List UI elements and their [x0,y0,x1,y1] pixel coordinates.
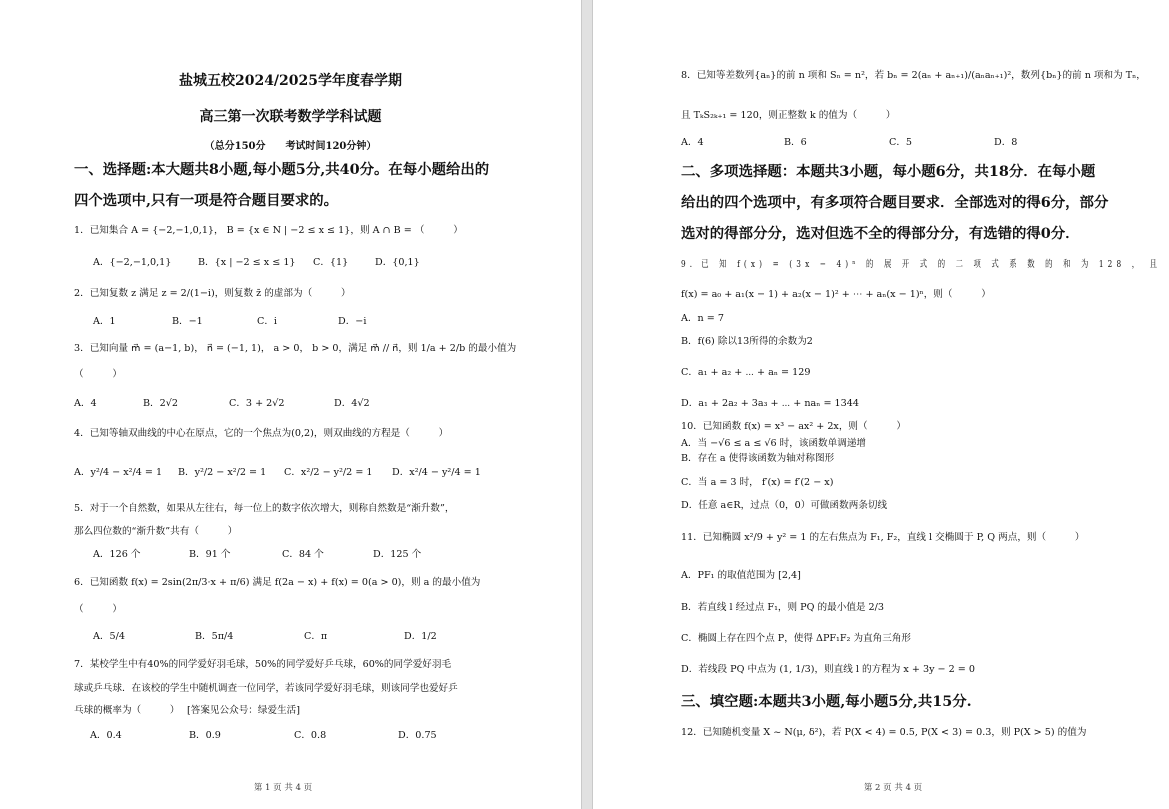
q3-option-b: B．2√2 [143,398,178,409]
section-2-heading-cont-1: 给出的四个选项中，有多项符合题目要求．全部选对的得6分，部分 [681,194,1109,211]
q7-option-c: C．0.8 [294,730,327,741]
question-6: 6．已知函数 f(x) = 2sin(2π/3·x + π/6) 满足 f(2a − x) + f(x) = 0(a > 0)，则 a 的最小值为 [74,577,481,588]
question-7-cont-1: 球或乒乓球．在该校的学生中随机调查一位同学，若该同学爱好羽毛球，则该同学也爱好乒 [74,683,458,694]
q10-option-d: D．任意 a∈R，过点（0，0）可做函数两条切线 [681,500,888,511]
section-1-heading: 一、选择题:本大题共8小题,每小题5分,共40分。在每小题给出的 [74,161,490,178]
q1-option-b: B．{x | −2 ≤ x ≤ 1} [198,257,296,268]
q9-option-a: A．n = 7 [681,313,724,324]
question-7: 7．某校学生中有40%的同学爱好羽毛球，50%的同学爱好乒乓球，60%的同学爱好羽毛 [74,659,452,670]
q7-option-b: B．0.9 [189,730,221,741]
page-2 [593,0,1169,809]
q7-option-a: A．0.4 [90,730,122,741]
answer-note: [答案见公众号：绿爱生活] [187,705,301,716]
q10-option-c: C．当 a = 3 时， f′(x) = f′(2 − x) [681,477,834,488]
question-1: 1．已知集合 A = {−2,−1,0,1}， B = {x ∈ N | −2 ≤ x ≤ 1}，则 A ∩ B = （ ） [74,225,463,236]
question-2: 2．已知复数 z 满足 z = 2/(1−i)，则复数 z̄ 的虚部为（ ） [74,288,351,299]
q11-option-c: C．椭圆上存在四个点 P，使得 ΔPF₁F₂ 为直角三角形 [681,633,912,644]
q1-option-a: A．{−2,−1,0,1} [93,257,172,268]
question-4: 4．已知等轴双曲线的中心在原点，它的一个焦点为(0,2)，则双曲线的方程是（ ） [74,428,449,439]
q4-option-b: B．y²/2 − x²/2 = 1 [178,467,267,478]
question-3-paren: （ ） [74,369,122,380]
question-11: 11．已知椭圆 x²/9 + y² = 1 的左右焦点为 F₁, F₂，直线 l 交椭圆于 P, Q 两点，则（ ） [681,532,1085,543]
section-3-heading: 三、填空题:本题共3小题,每小题5分,共15分. [681,693,972,710]
exam-meta: （总分150分 考试时间120分钟） [204,141,377,152]
page-gutter [581,0,593,809]
q5-option-b: B．91 个 [189,549,231,560]
q4-option-a: A．y²/4 − x²/4 = 1 [74,467,163,478]
q8-option-a: A．4 [681,137,704,148]
exam-subtitle: 高三第一次联考数学学科试题 [199,109,382,125]
q5-option-c: C．84 个 [282,549,324,560]
question-3: 3．已知向量 m⃗ = (a−1, b)， n⃗ = (−1, 1)， a > 0， b > 0，满足 m⃗ // n⃗，则 1/a + 2/b 的最小值为 [74,343,517,354]
q1-option-d: D．{0,1} [375,257,420,268]
q8-option-c: C．5 [889,137,913,148]
q2-option-d: D．−i [338,316,367,327]
q6-option-d: D．1/2 [404,631,437,642]
q6-option-a: A．5/4 [93,631,125,642]
q8-option-d: D．8 [994,137,1018,148]
question-9-cont: f(x) = a₀ + a₁(x − 1) + a₂(x − 1)² + ⋯ + aₙ(x − 1)ⁿ，则（ ） [681,289,991,300]
page-1 [0,0,581,809]
question-9: 9．已 知 f(x) = (3x − 4)ⁿ 的 展 开 式 的 二 项 式 系 数 的 和 为 128 ， 且 [681,259,1162,270]
question-5-cont: 那么四位数的“渐升数”共有（ ） [74,526,238,537]
question-8-cont: 且 TₖS₂ₖ₊₁ = 120，则正整数 k 的值为（ ） [681,110,896,121]
q4-option-c: C．x²/2 − y²/2 = 1 [284,467,373,478]
q2-option-c: C．i [257,316,278,327]
q4-option-d: D．x²/4 − y²/4 = 1 [392,467,481,478]
page-1-footer: 第 1 页 共 4 页 [253,783,313,793]
section-1-heading-cont: 四个选项中,只有一项是符合题目要求的。 [74,192,339,209]
q6-option-c: C．π [304,631,328,642]
q5-option-d: D．125 个 [373,549,422,560]
q2-option-a: A．1 [93,316,116,327]
q11-option-a: A．PF₁ 的取值范围为 [2,4] [681,570,801,581]
q3-option-c: C．3 + 2√2 [229,398,285,409]
q9-option-c: C．a₁ + a₂ + ⋯ + aₙ = 129 [681,367,811,378]
q6-option-b: B．5π/4 [195,631,234,642]
q5-option-a: A．126 个 [93,549,141,560]
question-7-cont-2: 乓球的概率为（ ） [74,705,180,716]
q7-option-d: D．0.75 [398,730,437,741]
page-2-footer: 第 2 页 共 4 页 [863,783,923,793]
question-8: 8．已知等差数列{aₙ}的前 n 项和 Sₙ = n²，若 bₙ = 2(aₙ + aₙ₊₁)/(aₙaₙ₊₁)²，数列{bₙ}的前 n 项和为 Tₙ， [681,70,1146,81]
question-5: 5．对于一个自然数，如果从左往右，每一位上的数字依次增大，则称自然数是“渐升数”， [74,503,455,514]
q10-option-b: B．存在 a 使得该函数为轴对称图形 [681,453,835,464]
q2-option-b: B．−1 [172,316,203,327]
q9-option-b: B．f(6) 除以13所得的余数为2 [681,336,813,347]
question-6-paren: （ ） [74,604,122,615]
q11-option-d: D．若线段 PQ 中点为 (1, 1/3)，则直线 l 的方程为 x + 3y − 2 = 0 [681,664,975,675]
question-10: 10．已知函数 f(x) = x³ − ax² + 2x，则（ ） [681,421,906,432]
q10-option-a: A．当 −√6 ≤ a ≤ √6 时，该函数单调递增 [681,438,867,449]
exam-title: 盐城五校2024/2025学年度春学期 [178,73,403,89]
q11-option-b: B．若直线 l 经过点 F₁，则 PQ 的最小值是 2/3 [681,602,884,613]
q3-option-d: D．4√2 [334,398,370,409]
q8-option-b: B．6 [784,137,807,148]
q9-option-d: D．a₁ + 2a₂ + 3a₃ + ⋯ + naₙ = 1344 [681,398,859,409]
q1-option-c: C．{1} [313,257,349,268]
section-2-heading: 二、多项选择题：本题共3小题，每小题6分，共18分．在每小题 [681,163,1096,180]
question-12: 12．已知随机变量 X ~ N(μ, δ²)，若 P(X < 4) = 0.5, P(X < 3) = 0.3，则 P(X > 5) 的值为 [681,727,1087,738]
q3-option-a: A．4 [74,398,97,409]
section-2-heading-cont-2: 选对的得部分分，选对但选不全的得部分分，有选错的得0分． [681,225,1080,242]
